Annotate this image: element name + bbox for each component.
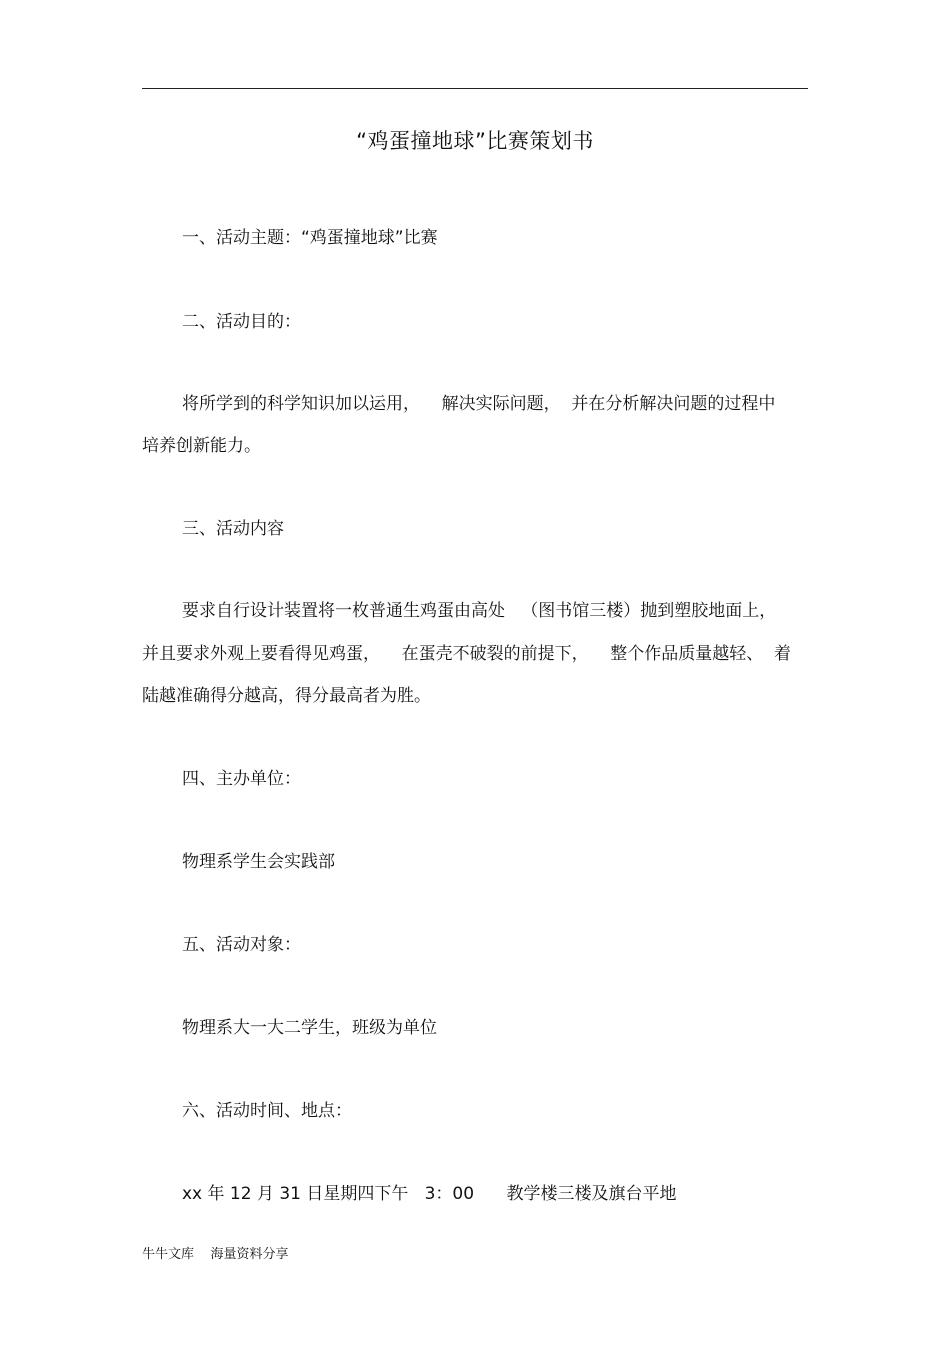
purpose-paragraph-line-1: 将所学到的科学知识加以运用， 解决实际问题， 并在分析解决问题的过程中 <box>182 394 776 414</box>
header-rule <box>142 88 808 89</box>
page-footer: 牛牛文库 海量资料分享 <box>142 1247 289 1262</box>
section-theme-heading: 一、活动主题：“鸡蛋撞地球”比赛 <box>182 228 438 248</box>
section-time-heading: 六、活动时间、地点： <box>182 1101 352 1121</box>
section-purpose-heading: 二、活动目的： <box>182 312 301 332</box>
section-audience-heading: 五、活动对象： <box>182 935 301 955</box>
organizer-value: 物理系学生会实践部 <box>182 852 335 872</box>
section-content-heading: 三、活动内容 <box>182 519 284 539</box>
content-paragraph-line-3: 陆越准确得分越高，得分最高者为胜。 <box>142 686 431 706</box>
time-location-value: xx 年 12 月 31 日星期四下午 3：00 教学楼三楼及旗台平地 <box>182 1184 677 1204</box>
document-title: “鸡蛋撞地球”比赛策划书 <box>356 129 594 153</box>
audience-value: 物理系大一大二学生，班级为单位 <box>182 1018 437 1038</box>
purpose-paragraph-line-2: 培养创新能力。 <box>142 436 261 456</box>
section-organizer-heading: 四、主办单位： <box>182 769 301 789</box>
content-paragraph-line-2: 并且要求外观上要看得见鸡蛋， 在蛋壳不破裂的前提下， 整个作品质量越轻、 着 <box>142 644 792 664</box>
content-paragraph-line-1: 要求自行设计装置将一枚普通生鸡蛋由高处 （图书馆三楼）抛到塑胶地面上， <box>182 601 777 621</box>
